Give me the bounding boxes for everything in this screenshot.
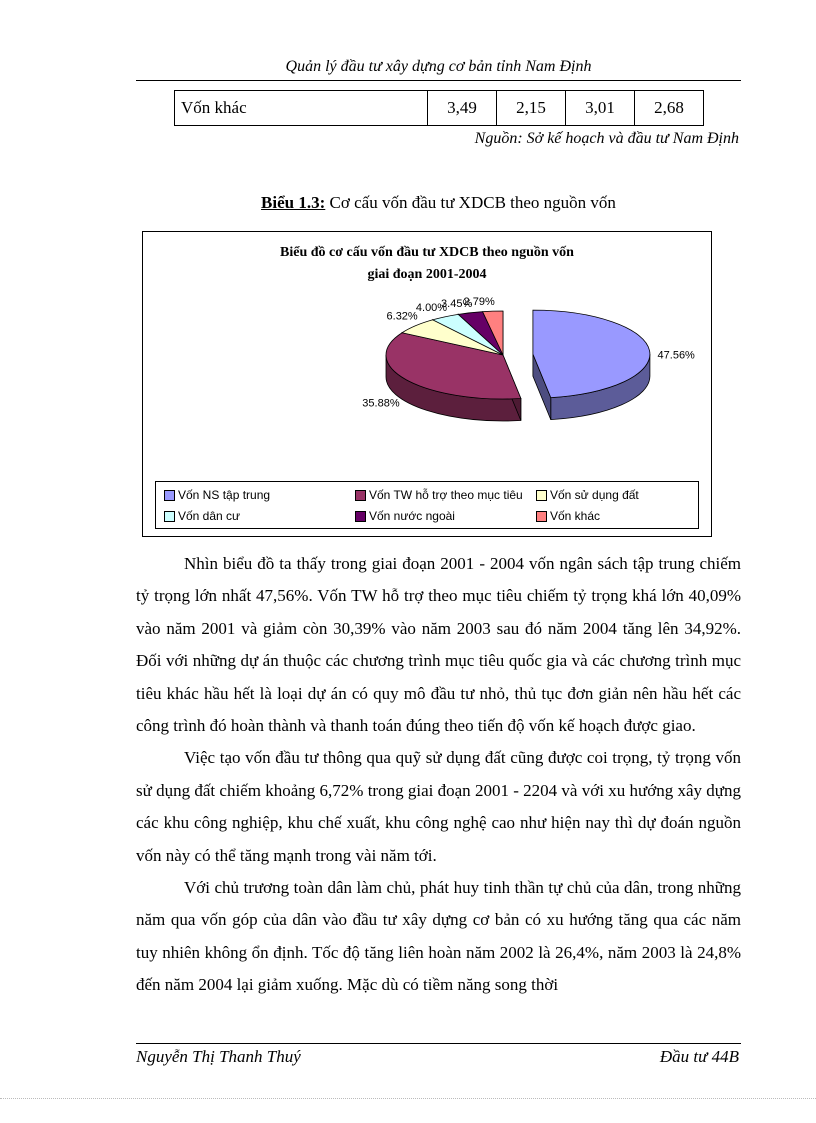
table-cell-value: 3,49 xyxy=(428,91,497,126)
data-table xyxy=(174,90,704,126)
footer-author: Nguyễn Thị Thanh Thuý xyxy=(136,1047,301,1066)
table-cell-value: 3,01 xyxy=(566,91,635,126)
chart-title-line1: Biểu đồ cơ cấu vốn đầu tư XDCB theo nguồn vốn xyxy=(280,245,574,260)
caption-text: Cơ cấu vốn đầu tư XDCB theo nguồn vốn xyxy=(325,193,616,212)
legend-label: Vốn khác xyxy=(550,509,601,523)
legend-swatch xyxy=(536,511,547,522)
chart-caption xyxy=(136,193,741,213)
caption-label: Biểu 1.3: xyxy=(261,193,326,212)
pie-data-label: 6.32% xyxy=(386,310,418,323)
paragraph: Với chủ trương toàn dân làm chủ, phát huy tinh thần tự chủ của dân, trong những năm qua vốn góp của dân vào đầu tư xây dựng cơ bản có xu hướng tăng qua các năm tuy nhiên không ổn định. Tốc độ tăng liên hoàn năm 2002 là 26,4%, năm 2003 là 24,8% đến năm 2004 lại giảm xuống. Mặc dù có tiềm năng song thời xyxy=(136,878,741,995)
legend-item xyxy=(536,488,639,502)
legend-item xyxy=(164,509,240,523)
pie-data-label: 3.45% xyxy=(441,297,473,310)
footer-rule xyxy=(136,1043,741,1044)
table-cell-label: Vốn khác xyxy=(175,91,428,126)
legend-swatch xyxy=(536,490,547,501)
header-rule xyxy=(136,80,741,81)
pie-data-label: 35.88% xyxy=(362,397,400,410)
legend-item xyxy=(355,509,455,523)
chart-legend xyxy=(155,481,699,529)
legend-item xyxy=(355,488,523,502)
page-bottom-border xyxy=(0,1098,816,1099)
chart-title-line2: giai đoạn 2001-2004 xyxy=(367,267,487,282)
legend-swatch xyxy=(355,511,366,522)
footer-class: Đầu tư 44B xyxy=(659,1047,739,1066)
paragraph: Việc tạo vốn đầu tư thông qua quỹ sử dụng đất cũng được coi trọng, tỷ trọng vốn sử dụng đất chiếm khoảng 6,72% trong giai đoạn 2001 - 2204 và với xu hướng xây dựng các khu công nghiệp, khu chế xuất, khu công nghệ cao như hiện nay thì dự đoán nguồn vốn này có thể tăng mạnh trong vài năm tới. xyxy=(136,748,741,865)
table-cell-value: 2,68 xyxy=(635,91,704,126)
legend-swatch xyxy=(164,490,175,501)
legend-label: Vốn NS tập trung xyxy=(178,488,271,502)
pie-chart xyxy=(142,231,712,537)
pie-data-label: 47.56% xyxy=(657,349,695,362)
pie-data-label: 4.00% xyxy=(415,301,448,314)
legend-item xyxy=(536,509,600,523)
legend-label: Vốn TW hỗ trợ theo mục tiêu xyxy=(369,488,523,502)
body-text xyxy=(136,548,741,1002)
legend-swatch xyxy=(355,490,366,501)
legend-label: Vốn nước ngoài xyxy=(369,509,455,523)
pie-plot xyxy=(143,232,711,482)
pie-data-label: 2.79% xyxy=(463,296,495,309)
legend-label: Vốn dân cư xyxy=(178,509,241,523)
legend-label: Vốn sử dụng đất xyxy=(550,488,639,502)
source-note: Nguồn: Sở kế hoạch và đầu tư Nam Định xyxy=(474,130,739,147)
legend-item xyxy=(164,488,270,502)
table-cell-value: 2,15 xyxy=(497,91,566,126)
running-header-title: Quản lý đầu tư xây dựng cơ bản tỉnh Nam Định xyxy=(285,58,592,75)
paragraph: Nhìn biểu đồ ta thấy trong giai đoạn 2001 - 2004 vốn ngân sách tập trung chiếm tỷ trọng lớn nhất 47,56%. Vốn TW hỗ trợ theo mục tiêu chiếm tỷ trọng khá lớn 40,09% vào năm 2001 và giảm còn 30,39% vào năm 2003 sau đó năm 2004 tăng lên 34,92%. Đối với những dự án thuộc các chương trình mục tiêu quốc gia và các chương trình mục tiêu khác hầu hết là loại dự án có quy mô đầu tư nhỏ, thủ tục đơn giản nên hầu hết các công trình đó hoàn thành và thanh toán đúng theo tiến độ vốn kế hoạch được giao. xyxy=(136,554,741,736)
table-row xyxy=(175,91,704,126)
legend-swatch xyxy=(164,511,175,522)
